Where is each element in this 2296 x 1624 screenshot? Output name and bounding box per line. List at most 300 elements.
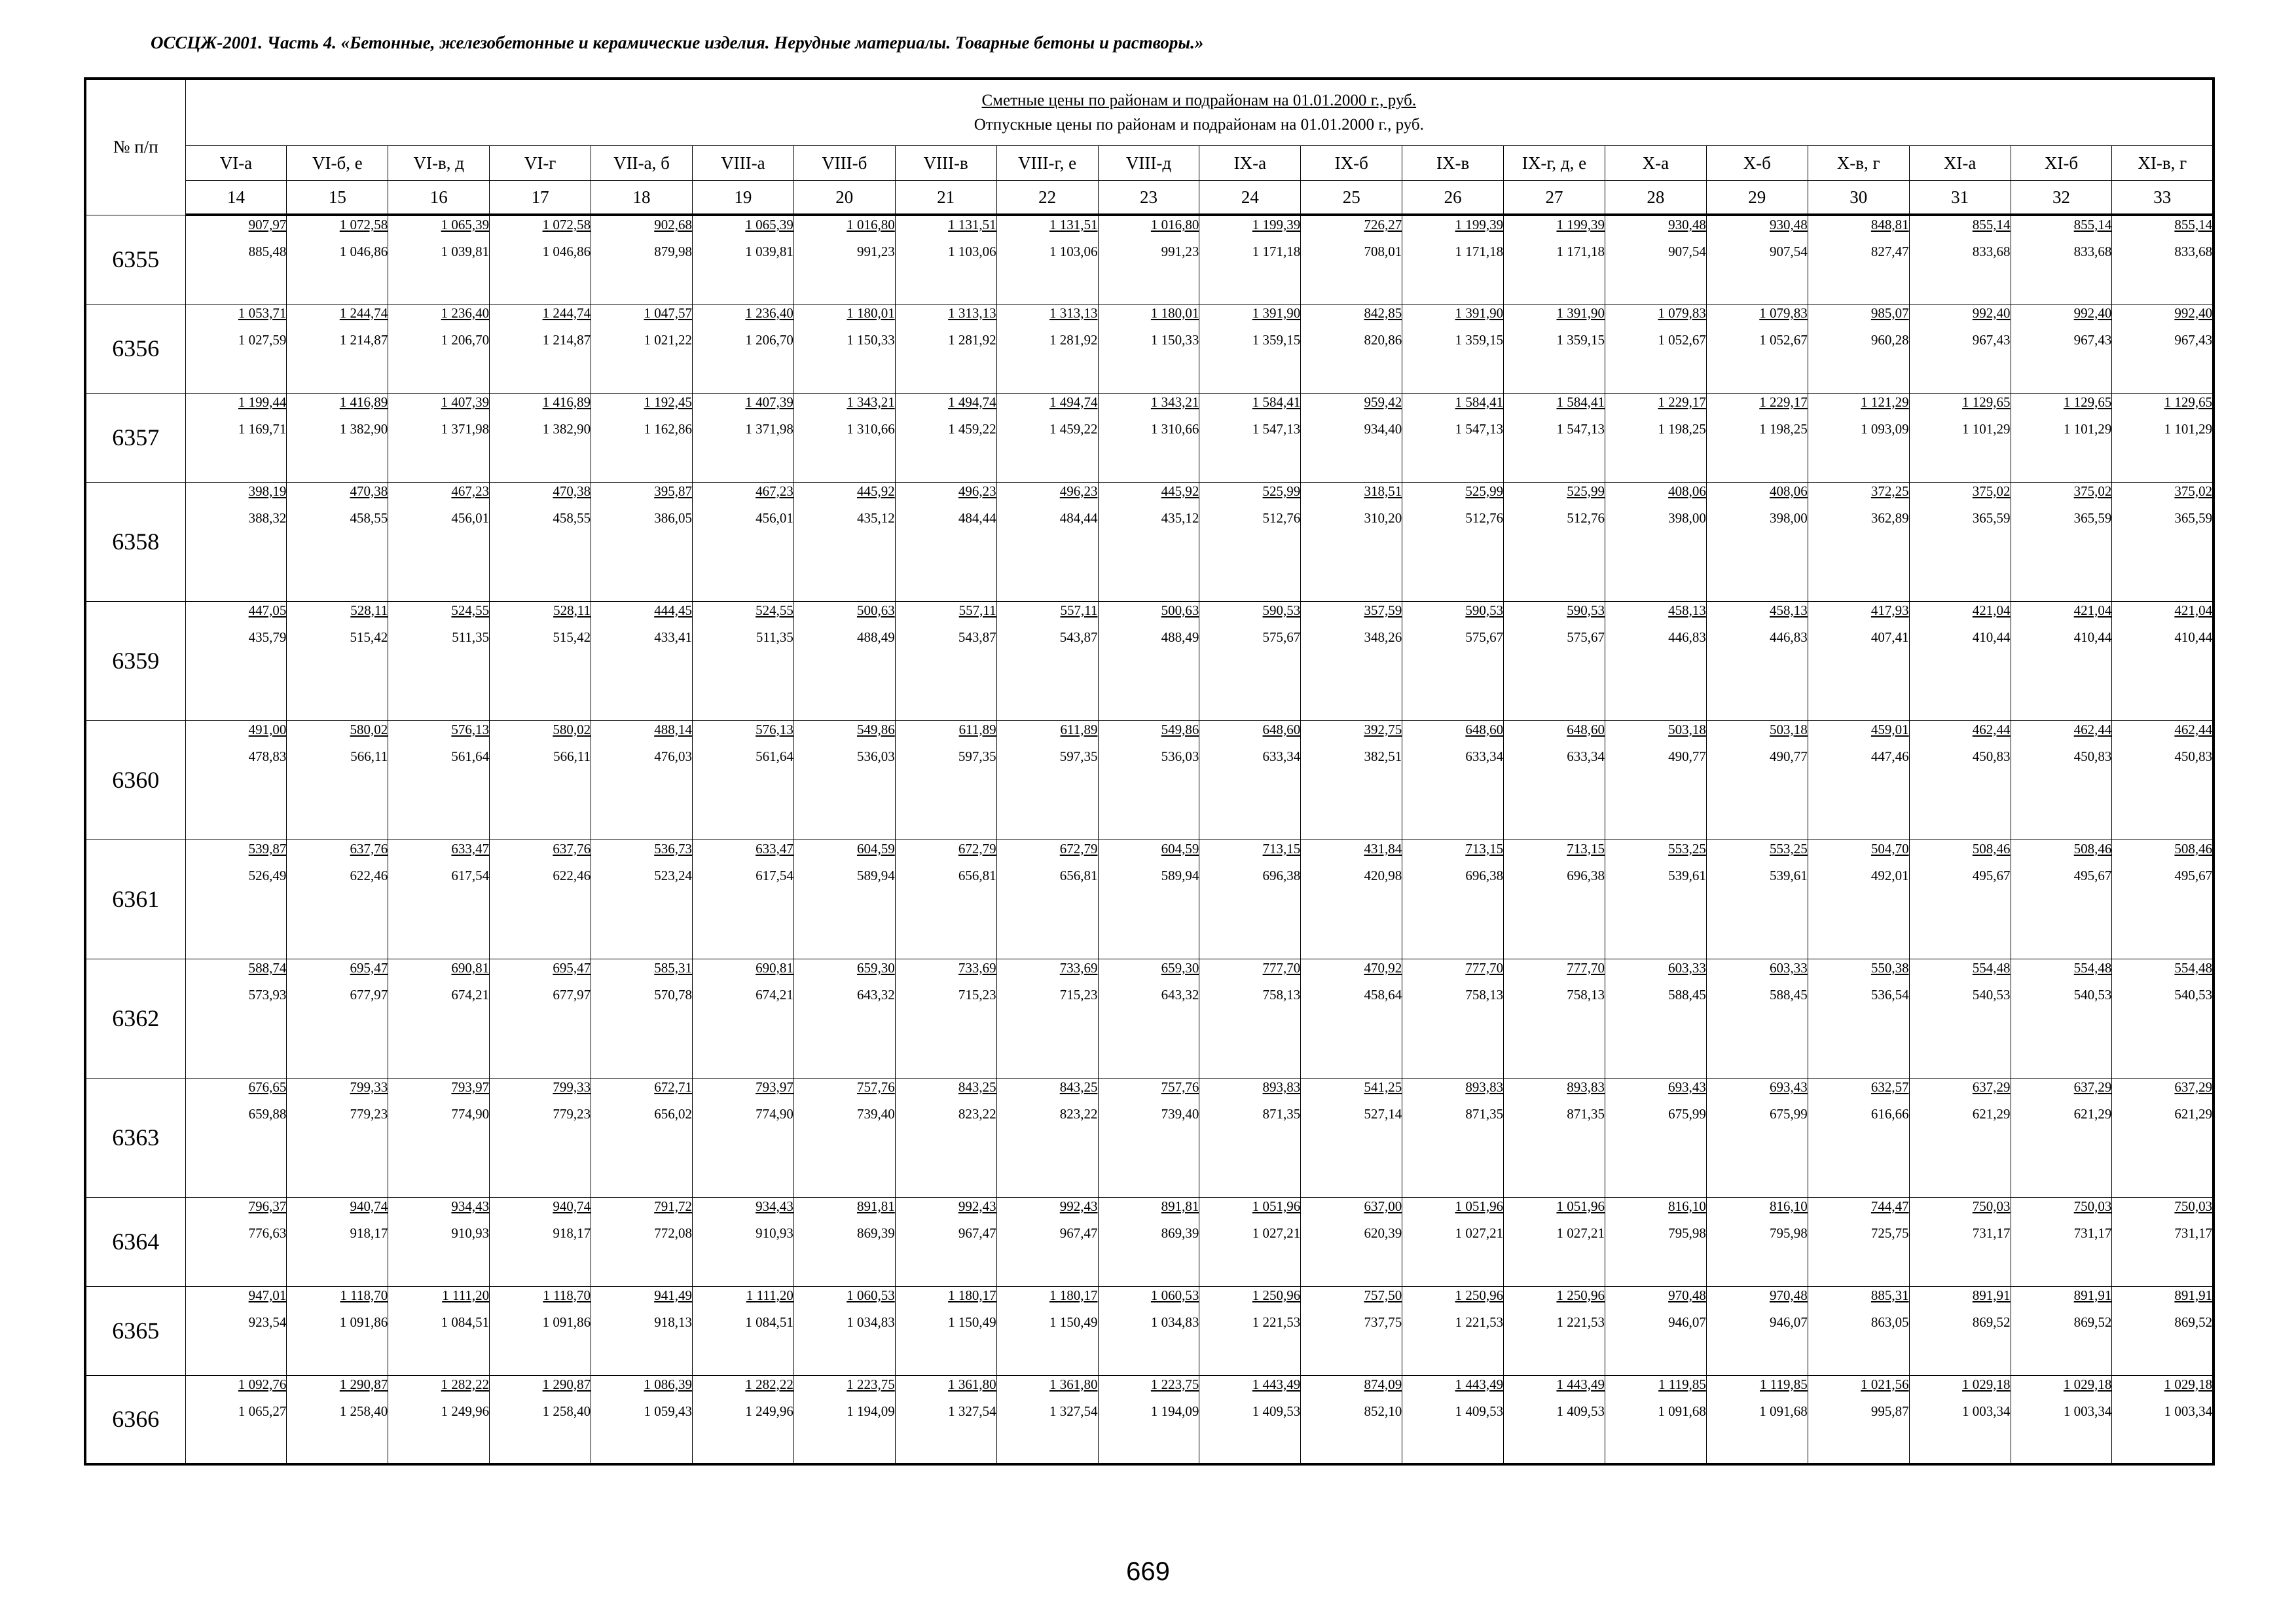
price-cell — [287, 1286, 388, 1375]
table-row — [85, 482, 2214, 601]
estimated-price: 791,72 — [654, 1198, 692, 1214]
release-price: 1 052,67 — [1759, 331, 1808, 348]
estimated-price: 553,25 — [1668, 840, 1706, 857]
estimated-price: 940,74 — [553, 1198, 591, 1214]
price-cell — [1301, 720, 1402, 840]
row-number: 6365 — [85, 1286, 185, 1375]
estimated-price: 659,30 — [1161, 959, 1199, 976]
price-cell — [1199, 720, 1301, 840]
price-cell — [1301, 959, 1402, 1078]
estimated-price: 848,81 — [1870, 217, 1909, 232]
estimated-price: 1 129,65 — [1962, 394, 2011, 410]
price-cell — [1909, 393, 2011, 482]
release-price: 879,98 — [654, 244, 692, 259]
release-price: 633,34 — [1465, 748, 1504, 764]
price-cell — [2011, 840, 2112, 959]
release-price: 1 027,59 — [238, 331, 287, 348]
estimated-price: 1 290,87 — [339, 1376, 388, 1392]
release-price: 1 150,49 — [948, 1314, 996, 1330]
release-price: 656,81 — [1059, 867, 1098, 883]
price-cell — [1808, 215, 1909, 304]
release-price: 1 194,09 — [1150, 1403, 1199, 1419]
price-cell — [692, 1197, 793, 1286]
estimated-price: 549,86 — [856, 721, 895, 737]
price-cell — [793, 482, 895, 601]
price-cell — [185, 393, 287, 482]
price-cell — [1909, 482, 2011, 601]
price-cell — [185, 959, 287, 1078]
price-cell — [1706, 840, 1808, 959]
estimated-price: 611,89 — [1060, 721, 1098, 737]
estimated-price: 1 072,58 — [339, 217, 388, 232]
price-cell — [591, 959, 693, 1078]
price-cell — [185, 1197, 287, 1286]
price-cell — [2112, 1286, 2214, 1375]
price-cell — [1706, 601, 1808, 720]
price-cell — [996, 840, 1098, 959]
region-header: XI-в, г — [2112, 146, 2214, 181]
release-price: 561,64 — [451, 748, 490, 764]
release-price: 523,24 — [654, 867, 692, 883]
estimated-price: 576,13 — [756, 721, 793, 737]
release-price: 737,75 — [1364, 1314, 1402, 1330]
estimated-price: 676,65 — [248, 1079, 287, 1095]
price-cell — [185, 1375, 287, 1464]
price-cell — [1706, 959, 1808, 1078]
price-cell — [1706, 720, 1808, 840]
release-price: 511,35 — [756, 629, 793, 645]
estimated-price: 855,14 — [2174, 217, 2213, 232]
estimated-price: 842,85 — [1364, 304, 1402, 321]
estimated-price: 392,75 — [1364, 721, 1402, 737]
price-cell — [591, 840, 693, 959]
price-cell — [692, 215, 793, 304]
release-price: 515,42 — [350, 629, 388, 645]
release-price: 918,17 — [350, 1225, 388, 1241]
price-cell — [591, 1197, 693, 1286]
price-cell — [490, 1375, 591, 1464]
estimated-price: 970,48 — [1770, 1287, 1808, 1303]
table-row — [85, 601, 2214, 720]
price-cell — [793, 393, 895, 482]
release-price: 795,98 — [1668, 1225, 1706, 1241]
estimated-price: 750,03 — [2073, 1198, 2112, 1214]
release-price: 536,54 — [1870, 986, 1909, 1003]
price-cell — [692, 1286, 793, 1375]
price-cell — [287, 720, 388, 840]
estimated-price: 1 180,17 — [948, 1287, 996, 1303]
estimated-price: 796,37 — [248, 1198, 287, 1214]
release-price: 1 034,83 — [847, 1314, 895, 1330]
release-price: 1 258,40 — [339, 1403, 388, 1419]
price-cell — [793, 720, 895, 840]
price-cell — [692, 1375, 793, 1464]
release-price: 365,59 — [2073, 509, 2112, 526]
price-cell — [2112, 393, 2214, 482]
release-price: 1 034,83 — [1150, 1314, 1199, 1330]
price-cell — [490, 215, 591, 304]
page-number: 669 — [1126, 1557, 1170, 1586]
estimated-price: 793,97 — [756, 1079, 793, 1095]
estimated-price: 1 060,53 — [1150, 1287, 1199, 1303]
estimated-price: 467,23 — [451, 483, 490, 499]
column-number: 16 — [388, 181, 490, 215]
estimated-price: 1 053,71 — [238, 304, 287, 321]
price-cell — [1199, 1286, 1301, 1375]
price-cell — [2112, 720, 2214, 840]
estimated-price: 1 129,65 — [2164, 394, 2213, 410]
release-price: 1 214,87 — [542, 331, 591, 348]
estimated-price: 1 029,18 — [1962, 1376, 2011, 1392]
estimated-price: 462,44 — [1972, 721, 2011, 737]
region-header: IX-б — [1301, 146, 1402, 181]
estimated-price: 1 250,96 — [1252, 1287, 1301, 1303]
price-cell — [1504, 215, 1605, 304]
estimated-price: 1 051,96 — [1556, 1198, 1605, 1214]
region-header: VIII-г, е — [996, 146, 1098, 181]
estimated-price: 444,45 — [654, 602, 692, 618]
price-cell — [2112, 1078, 2214, 1197]
estimated-price: 1 407,39 — [745, 394, 793, 410]
price-cell — [1706, 393, 1808, 482]
release-price: 823,22 — [1059, 1105, 1098, 1122]
estimated-price: 357,59 — [1364, 602, 1402, 618]
price-cell — [895, 393, 996, 482]
estimated-price: 648,60 — [1567, 721, 1605, 737]
release-price: 543,87 — [958, 629, 996, 645]
estimated-price: 445,92 — [1161, 483, 1199, 499]
price-cell — [895, 720, 996, 840]
release-price: 918,13 — [654, 1314, 692, 1330]
price-cell — [996, 1197, 1098, 1286]
price-cell — [2011, 720, 2112, 840]
estimated-price: 421,04 — [2073, 602, 2112, 618]
price-cell — [1199, 1197, 1301, 1286]
estimated-price: 375,02 — [2174, 483, 2213, 499]
estimated-price: 855,14 — [2073, 217, 2112, 232]
price-cell — [1199, 482, 1301, 601]
estimated-price: 500,63 — [856, 602, 895, 618]
estimated-price: 992,43 — [958, 1198, 996, 1214]
estimated-price: 421,04 — [1972, 602, 2011, 618]
estimated-price: 1 029,18 — [2164, 1376, 2213, 1392]
estimated-price: 1 199,39 — [1556, 217, 1605, 232]
estimated-price: 1 229,17 — [1658, 394, 1706, 410]
region-header: XI-б — [2011, 146, 2112, 181]
price-cell — [692, 840, 793, 959]
release-price: 621,29 — [2174, 1105, 2213, 1122]
release-price: 1 198,25 — [1658, 420, 1706, 437]
estimated-price: 408,06 — [1770, 483, 1808, 499]
estimated-price: 1 391,90 — [1252, 304, 1301, 321]
release-price: 589,94 — [1161, 867, 1199, 883]
price-cell — [2112, 1375, 2214, 1464]
price-cell — [1605, 482, 1706, 601]
estimated-price: 750,03 — [2174, 1198, 2213, 1214]
release-price: 1 409,53 — [1252, 1403, 1301, 1419]
price-cell — [1402, 1078, 1504, 1197]
table-row — [85, 1286, 2214, 1375]
estimated-price: 1 131,51 — [948, 217, 996, 232]
estimated-price: 541,25 — [1364, 1079, 1402, 1095]
price-cell — [1199, 1375, 1301, 1464]
table-row — [85, 215, 2214, 304]
release-price: 656,81 — [958, 867, 996, 883]
estimated-price: 672,79 — [958, 840, 996, 857]
price-cell — [895, 1375, 996, 1464]
price-cell — [692, 482, 793, 601]
estimated-price: 672,79 — [1059, 840, 1098, 857]
estimated-price: 1 051,96 — [1252, 1198, 1301, 1214]
price-cell — [2112, 840, 2214, 959]
price-cell — [490, 959, 591, 1078]
price-cell — [490, 304, 591, 393]
estimated-price: 1 047,57 — [644, 304, 692, 321]
price-cell — [490, 840, 591, 959]
release-price: 410,44 — [1972, 629, 2011, 645]
price-cell — [1605, 601, 1706, 720]
release-price: 566,11 — [350, 748, 388, 764]
estimated-price: 1 129,65 — [2063, 394, 2112, 410]
estimated-price: 713,15 — [1567, 840, 1605, 857]
price-cell — [388, 1078, 490, 1197]
release-price: 621,29 — [1972, 1105, 2011, 1122]
price-cell — [2011, 1078, 2112, 1197]
estimated-price: 1 443,49 — [1252, 1376, 1301, 1392]
price-cell — [388, 215, 490, 304]
estimated-price: 934,43 — [756, 1198, 793, 1214]
estimated-price: 467,23 — [756, 483, 793, 499]
estimated-price: 557,11 — [958, 602, 996, 618]
estimated-price: 695,47 — [553, 959, 591, 976]
release-price: 1 039,81 — [441, 244, 490, 259]
price-cell — [287, 482, 388, 601]
release-price: 526,49 — [248, 867, 287, 883]
estimated-price: 1 236,40 — [745, 304, 793, 321]
estimated-price: 1 407,39 — [441, 394, 490, 410]
release-price: 1 409,53 — [1455, 1403, 1504, 1419]
release-price: 758,13 — [1465, 986, 1504, 1003]
estimated-price: 907,97 — [248, 217, 287, 232]
estimated-price: 525,99 — [1262, 483, 1301, 499]
estimated-price: 959,42 — [1364, 394, 1402, 410]
release-price: 1 003,34 — [2164, 1403, 2213, 1419]
price-cell — [1909, 1197, 2011, 1286]
price-cell — [388, 482, 490, 601]
region-row — [85, 146, 2214, 181]
estimated-price: 1 111,20 — [442, 1287, 490, 1303]
estimated-price: 1 584,41 — [1556, 394, 1605, 410]
release-price: 1 249,96 — [745, 1403, 793, 1419]
price-cell — [185, 304, 287, 393]
release-price: 435,12 — [1161, 509, 1199, 526]
estimated-price: 1 584,41 — [1455, 394, 1504, 410]
estimated-price: 637,29 — [1972, 1079, 2011, 1095]
release-price: 478,83 — [248, 748, 287, 764]
price-cell — [1098, 482, 1199, 601]
estimated-price: 985,07 — [1870, 304, 1909, 321]
price-cell — [793, 840, 895, 959]
estimated-price: 1 244,74 — [542, 304, 591, 321]
estimated-price: 549,86 — [1161, 721, 1199, 737]
estimated-price: 1 343,21 — [847, 394, 895, 410]
estimated-price: 992,40 — [2174, 304, 2213, 321]
release-price: 907,54 — [1770, 244, 1808, 259]
release-price: 1 327,54 — [1049, 1403, 1098, 1419]
column-number: 32 — [2011, 181, 2112, 215]
release-price: 696,38 — [1465, 867, 1504, 883]
estimated-price: 726,27 — [1364, 217, 1402, 232]
price-cell — [1808, 1078, 1909, 1197]
price-cell — [1301, 1286, 1402, 1375]
estimated-price: 554,48 — [2073, 959, 2112, 976]
estimated-price: 604,59 — [856, 840, 895, 857]
price-cell — [1098, 959, 1199, 1078]
column-number: 14 — [185, 181, 287, 215]
release-price: 458,55 — [553, 509, 591, 526]
price-cell — [2112, 1197, 2214, 1286]
estimated-price: 557,11 — [1060, 602, 1098, 618]
estimated-price: 525,99 — [1465, 483, 1504, 499]
estimated-price: 648,60 — [1262, 721, 1301, 737]
price-cell — [1301, 215, 1402, 304]
release-price: 758,13 — [1262, 986, 1301, 1003]
estimated-price: 1 021,56 — [1861, 1376, 1909, 1392]
region-header: VI-г — [490, 146, 591, 181]
price-cell — [895, 1286, 996, 1375]
estimated-price: 1 060,53 — [847, 1287, 895, 1303]
price-cell — [1909, 959, 2011, 1078]
price-cell — [2112, 482, 2214, 601]
price-cell — [1706, 215, 1808, 304]
release-price: 885,48 — [248, 244, 287, 259]
release-price: 492,01 — [1870, 867, 1909, 883]
release-price: 739,40 — [856, 1105, 895, 1122]
price-cell — [1504, 1197, 1605, 1286]
region-header: X-в, г — [1808, 146, 1909, 181]
price-cell — [793, 1197, 895, 1286]
estimated-price: 891,91 — [1972, 1287, 2011, 1303]
price-cell — [1098, 601, 1199, 720]
release-price: 1 359,15 — [1252, 331, 1301, 348]
estimated-price: 891,81 — [856, 1198, 895, 1214]
release-price: 725,75 — [1870, 1225, 1909, 1241]
estimated-price: 524,55 — [451, 602, 490, 618]
price-cell — [692, 601, 793, 720]
release-price: 934,40 — [1364, 420, 1402, 437]
release-price: 1 382,90 — [542, 420, 591, 437]
estimated-price: 930,48 — [1668, 217, 1706, 232]
price-cell — [1808, 482, 1909, 601]
release-price: 1 281,92 — [1049, 331, 1098, 348]
table-row — [85, 720, 2214, 840]
release-price: 1 171,18 — [1455, 244, 1504, 259]
price-cell — [1808, 1286, 1909, 1375]
estimated-price: 1 131,51 — [1049, 217, 1098, 232]
column-number-row — [85, 181, 2214, 215]
estimated-price: 1 282,22 — [745, 1376, 793, 1392]
release-price: 450,83 — [2174, 748, 2213, 764]
estimated-price: 1 443,49 — [1556, 1376, 1605, 1392]
release-price: 1 371,98 — [441, 420, 490, 437]
estimated-price: 496,23 — [958, 483, 996, 499]
release-price: 458,55 — [350, 509, 388, 526]
region-header: VIII-в — [895, 146, 996, 181]
estimated-price: 713,15 — [1465, 840, 1504, 857]
estimated-price: 1 199,44 — [238, 394, 287, 410]
estimated-price: 695,47 — [350, 959, 388, 976]
estimated-price: 1 223,75 — [847, 1376, 895, 1392]
column-number: 26 — [1402, 181, 1504, 215]
price-cell — [1605, 1078, 1706, 1197]
estimated-price: 1 118,70 — [340, 1287, 388, 1303]
release-price: 1 371,98 — [745, 420, 793, 437]
price-cell — [996, 1375, 1098, 1464]
release-price: 675,99 — [1668, 1105, 1706, 1122]
release-price: 450,83 — [1972, 748, 2011, 764]
release-price: 1 091,86 — [339, 1314, 388, 1330]
release-price: 450,83 — [2073, 748, 2112, 764]
release-price: 365,59 — [1972, 509, 2011, 526]
estimated-price: 672,71 — [654, 1079, 692, 1095]
release-price: 1 221,53 — [1455, 1314, 1504, 1330]
release-price: 398,00 — [1668, 509, 1706, 526]
estimated-price: 447,05 — [248, 602, 287, 618]
row-number: 6356 — [85, 304, 185, 393]
estimated-price: 633,47 — [756, 840, 793, 857]
price-cell — [388, 601, 490, 720]
estimated-price: 1 244,74 — [339, 304, 388, 321]
release-price: 1 091,68 — [1658, 1403, 1706, 1419]
release-price: 616,66 — [1870, 1105, 1909, 1122]
price-cell — [1504, 1375, 1605, 1464]
estimated-price: 637,76 — [350, 840, 388, 857]
price-cell — [388, 393, 490, 482]
price-cell — [996, 1286, 1098, 1375]
estimated-price: 470,38 — [350, 483, 388, 499]
price-cell — [1098, 840, 1199, 959]
price-cell — [793, 959, 895, 1078]
release-price: 484,44 — [958, 509, 996, 526]
price-cell — [1808, 720, 1909, 840]
release-price: 633,34 — [1567, 748, 1605, 764]
estimated-price: 934,43 — [451, 1198, 490, 1214]
price-cell — [388, 959, 490, 1078]
release-price: 946,07 — [1668, 1314, 1706, 1330]
price-cell — [1098, 1375, 1199, 1464]
estimated-price: 372,25 — [1870, 483, 1909, 499]
price-cell — [1909, 601, 2011, 720]
price-cell — [1301, 482, 1402, 601]
release-price: 967,47 — [1059, 1225, 1098, 1241]
price-cell — [2112, 304, 2214, 393]
estimated-price: 1 416,89 — [339, 394, 388, 410]
estimated-price: 590,53 — [1465, 602, 1504, 618]
price-cell — [591, 720, 693, 840]
price-cell — [1706, 1286, 1808, 1375]
estimated-price: 1 192,45 — [644, 394, 692, 410]
estimated-price: 554,48 — [2174, 959, 2213, 976]
price-cell — [490, 1286, 591, 1375]
price-cell — [1402, 1286, 1504, 1375]
estimated-price: 421,04 — [2174, 602, 2213, 618]
release-price: 643,32 — [1161, 986, 1199, 1003]
release-price: 527,14 — [1364, 1105, 1402, 1122]
estimated-price: 1 119,85 — [1658, 1376, 1706, 1392]
release-price: 1 547,13 — [1252, 420, 1301, 437]
estimated-price: 318,51 — [1364, 483, 1402, 499]
estimated-price: 590,53 — [1567, 602, 1605, 618]
